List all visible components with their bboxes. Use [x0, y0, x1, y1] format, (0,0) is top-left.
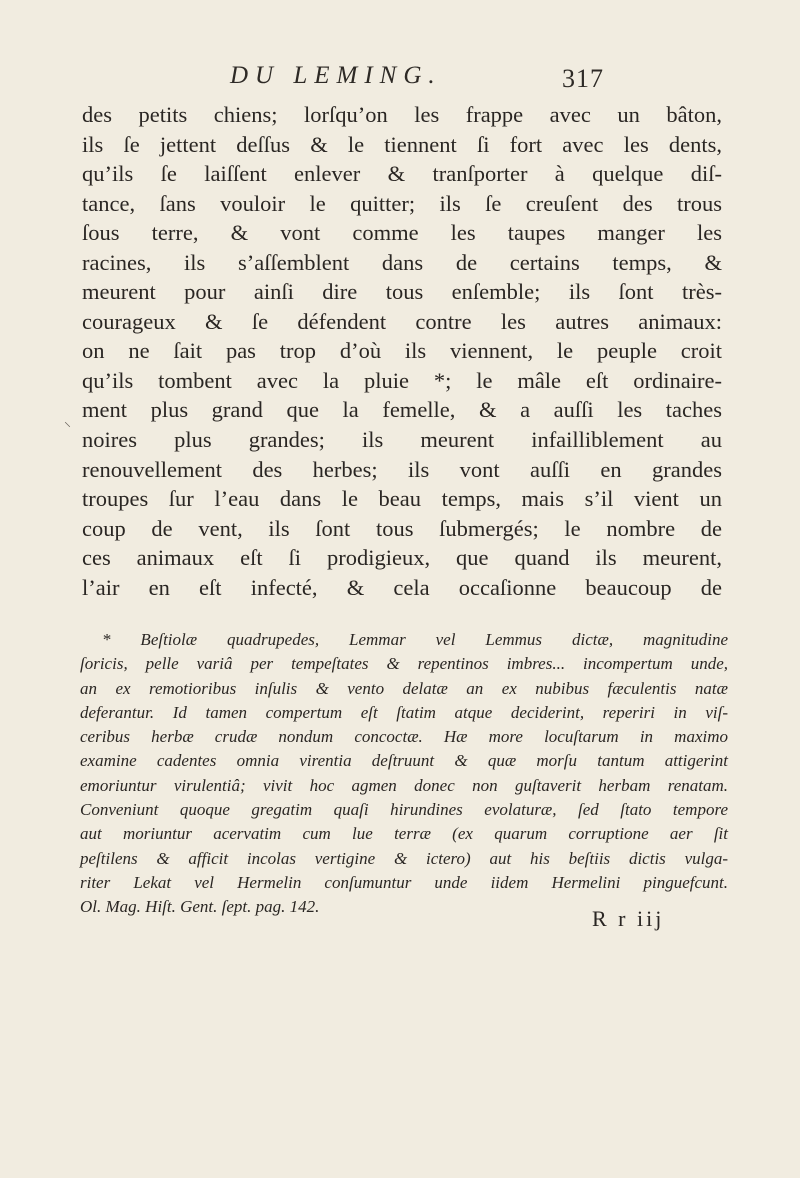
footnote-line: * Beſtiolæ quadrupedes, Lemmar vel Lemmus dictæ, magnitudine: [102, 630, 728, 649]
text-line: des petits chiens; lorſqu’on les frappe avec un bâton,: [82, 102, 722, 127]
page-number: 317: [562, 64, 604, 93]
text-line: ils ſe jettent deſſus & le tiennent ſi fort avec les dents,: [82, 131, 722, 157]
footnote-line: peſtilens & afficit incolas vertigine & ictero) aut his beſtiis dictis vulga-: [80, 848, 728, 868]
footnote-line: ſoricis, pelle variâ per tempeſtates & repentinos imbres... incompertum unde,: [80, 654, 728, 674]
footnote-line: Ol. Mag. Hiſt. Gent. ſept. pag. 142.: [80, 897, 320, 917]
text-line: noires plus grandes; ils meurent infailliblement au: [82, 427, 722, 453]
margin-mark: ⸜: [64, 415, 71, 430]
text-line: l’air en eſt infecté, & cela occaſionne beaucoup de: [82, 574, 722, 600]
text-line: renouvellement des herbes; ils vont auſſi en grandes: [82, 456, 722, 482]
text-line: ment plus grand que la femelle, & a auſſi les taches: [82, 397, 722, 423]
signature-mark: R r iij: [592, 906, 665, 931]
footnote: [80, 628, 728, 920]
footnote-line: Conveniunt quoque gregatim quaſi hirundines evolaturæ, ſed ſtato tempore: [80, 800, 728, 820]
text-line: ces animaux eſt ſi prodigieux, que quand ils meurent,: [82, 545, 722, 571]
text-line: qu’ils tombent avec la pluie *; le mâle eſt ordinaire-: [82, 367, 722, 393]
footnote-line: riter Lekat vel Hermelin conſumuntur unde iidem Hermelini pinguefcunt.: [80, 872, 728, 892]
text-line: racines, ils s’aſſemblent dans de certains temps, &: [82, 249, 722, 275]
footnote-line: emoriuntur virulentiâ; vivit hoc agmen donec non guſtaverit herbam renatam.: [80, 775, 728, 795]
footnote-line: deferantur. Id tamen compertum eſt ſtatim atque deciderint, reperiri in viſ-: [80, 702, 728, 722]
footnote-line: ceribus herbæ crudæ nondum concoctæ. Hæ more locuſtarum in maximo: [80, 727, 728, 747]
text-line: coup de vent, ils ſont tous ſubmergés; le nombre de: [82, 515, 722, 541]
text-line: on ne ſait pas trop d’où ils viennent, le peuple croit: [82, 338, 722, 364]
text-line: ſous terre, & vont comme les taupes manger les: [82, 220, 722, 246]
main-text: [82, 100, 722, 602]
footnote-line: an ex remotioribus inſulis & vento delatæ an ex nubibus fæculentis natæ: [80, 678, 728, 698]
text-line: troupes ſur l’eau dans le beau temps, mais s’il vient un: [82, 486, 722, 512]
running-head: [0, 62, 800, 102]
text-line: meurent pour ainſi dire tous enſemble; ils ſont très-: [82, 279, 722, 305]
footnote-line: examine cadentes omnia virentia deſtruunt & quæ morſu tantum attigerint: [80, 751, 728, 771]
text-line: tance, ſans vouloir le quitter; ils ſe creuſent des trous: [82, 190, 722, 216]
footnote-line: aut moriuntur acervatim cum lue terræ (ex quarum corruptione aer ſit: [80, 824, 728, 844]
running-title: DU LEMING.: [230, 62, 442, 89]
text-line: courageux & ſe défendent contre les autres animaux:: [82, 308, 722, 334]
text-line: qu’ils ſe laiſſent enlever & tranſporter à quelque diſ-: [82, 161, 722, 187]
